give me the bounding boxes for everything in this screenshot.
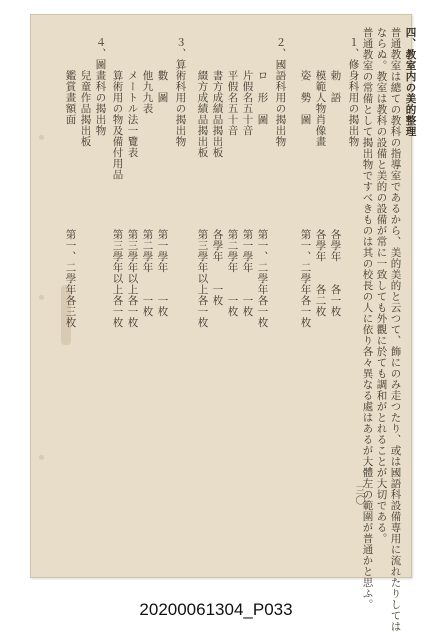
text-column: 第一、二學年各三枚: [64, 229, 77, 328]
text-column: 普通教室は總ての教科の指導室であるから、美的美的と云つて、飾にのみ走つたり、或は國語科設備専用に流れたりしては: [389, 27, 402, 632]
text-column: ２、國語科用の揭出物: [274, 37, 287, 147]
text-column: ３、算術科用の揭出物: [174, 37, 187, 147]
text-column: 各學年 一枚: [211, 229, 224, 306]
text-column: 普通教室の常備として揭出物ですべきものは其の校長の人に依り各々異なる處はあるが大體左の範圍が普通かと思ふ。: [361, 27, 374, 610]
text-column: 第一、二學年各一枚: [299, 229, 312, 328]
text-column: 姿 勢 圖: [299, 70, 312, 125]
text-column: 片假名五十音: [241, 70, 254, 136]
text-column: 綴方成績品揭出板: [196, 70, 209, 158]
text-column: 第二學年 一枚: [141, 229, 154, 317]
text-column: 第三學年以上各一枚: [111, 229, 124, 328]
page-number: 三〇: [353, 485, 364, 505]
text-column: 平假名五十音: [226, 70, 239, 136]
text-column: 勅 語: [329, 70, 342, 103]
text-column: ならぬ。教室は教科の設備と美的の設備が常に一致しても外觀に於ても調和がとれることが大切である。: [375, 27, 388, 544]
binding-hole: [39, 135, 44, 140]
text-column: 書方成績品揭出板: [211, 70, 224, 158]
binding-hole: [39, 455, 44, 460]
text-column: 第一學年 一枚: [241, 229, 254, 317]
text-column: 鑑賞畫額面: [64, 70, 77, 125]
text-column: 第三學年以上各一枚: [196, 229, 209, 328]
text-column: 第一、二學年各一枚: [256, 229, 269, 328]
image-caption: 20200061304_P033: [139, 600, 293, 619]
binding-hole: [39, 295, 44, 300]
text-column: 第二學年 一枚: [226, 229, 239, 317]
text-column: 四、教室内の美的整理: [404, 27, 417, 137]
text-column: 第一學年 一枚: [156, 229, 169, 317]
text-column: 模範人物肖像畫: [314, 70, 327, 147]
text-column: ロ 形 圖: [256, 70, 269, 125]
text-column: 他九九表: [141, 70, 154, 114]
text-column: 第三學年以上各一枚: [126, 229, 139, 328]
text-column: 各學年 各一枚: [329, 229, 342, 317]
text-column: 各學年 各二枚: [314, 229, 327, 317]
text-column: メートル法一覽表: [126, 70, 139, 158]
text-column: 兒童作品揭出板: [79, 70, 92, 147]
text-column: 算術用の物及備付用品: [111, 70, 124, 180]
text-column: 數 圖: [156, 70, 169, 103]
text-column: １、修身科用の揭出物: [347, 37, 360, 147]
text-column: ４、圖畫科の揭出物: [94, 37, 107, 136]
